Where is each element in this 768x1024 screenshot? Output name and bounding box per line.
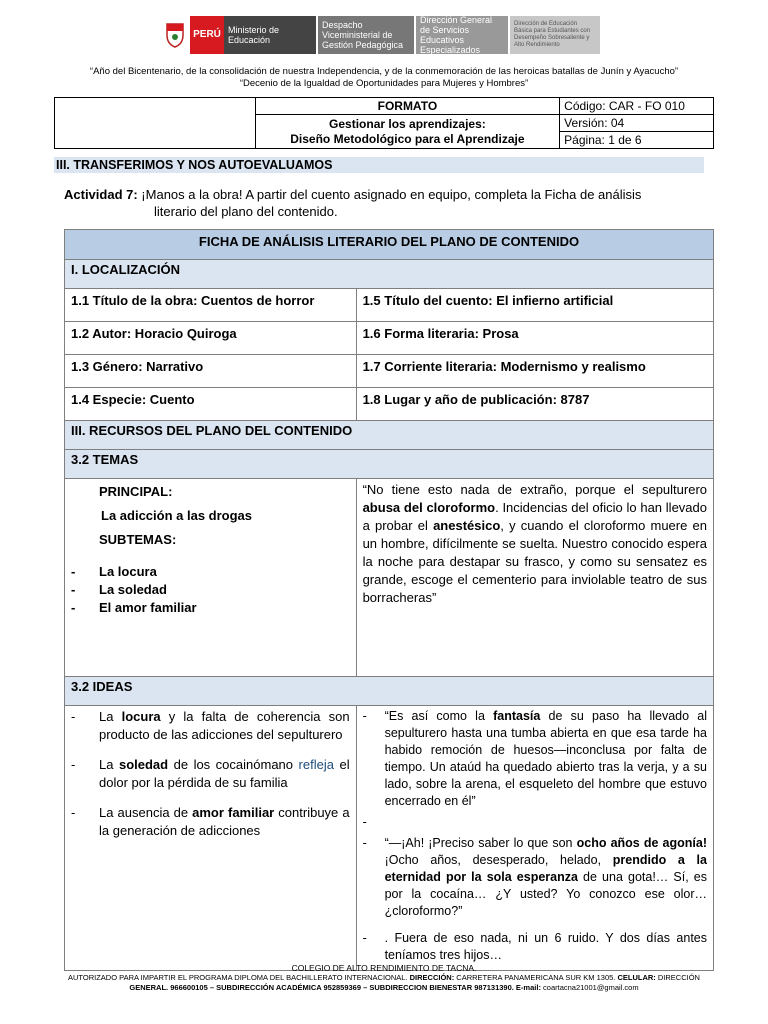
footer-school: COLEGIO DE ALTO RENDIMIENTO DE TACNA.: [291, 963, 477, 973]
formato-table: [54, 97, 714, 149]
ficha-title: FICHA DE ANÁLISIS LITERARIO DEL PLANO DE CONTENIDO: [65, 230, 714, 260]
formato-version: Versión: 04: [560, 115, 714, 132]
actividad-text2: literario del plano del contenido.: [154, 204, 338, 219]
temas-quote: “No tiene esto nada de extraño, porque el sepulturero abusa del cloroformo. Incidencias del oficio lo han llevado a probar el anestésico, y cuando el cloroformo muere en un hombre, difícilmente se suelta. Nuestro conocido espera la noche para destapar su frasco, y como su sensatez es grande, escoge el cementerio para inviolable teatro de sus borracheras”: [356, 479, 713, 677]
list-item: - El amor familiar: [71, 600, 197, 615]
lugar-anio: 1.8 Lugar y año de publicación: 8787: [356, 388, 713, 421]
especie: 1.4 Especie: Cuento: [65, 388, 357, 421]
localizacion-heading: I. LOCALIZACIÓN: [65, 260, 714, 289]
footer: [0, 963, 768, 993]
year-line-1: “Año del Bicentenario, de la consolidación de nuestra Independencia, y de la conmemoración de las heroicas batallas de Junín y Ayacucho”: [89, 66, 679, 77]
list-item: - La soledad de los cocainómano refleja el dolor por la pérdida de su familia: [71, 757, 350, 790]
titulo-obra: 1.1 Título de la obra: Cuentos de horror: [65, 289, 357, 322]
subtemas-list: [71, 563, 350, 617]
autor: 1.2 Autor: Horacio Quiroga: [65, 322, 357, 355]
list-item: -: [362, 815, 367, 829]
titulo-cuento: 1.5 Título del cuento: El infierno artificial: [356, 289, 713, 322]
formato-empty-cell: [55, 98, 256, 149]
actividad-label: Actividad 7:: [64, 187, 138, 202]
formato-line1: Gestionar los aprendizajes:: [329, 116, 486, 131]
formato-line2: Diseño Metodológico para el Aprendizaje: [290, 131, 525, 146]
year-motto: [0, 66, 768, 90]
ideas-left-cell: [65, 706, 357, 971]
list-item: - “Es así como la fantasía de su paso ha llevado al sepulturero hasta una tumba abierta en que esa tarde ha habido remoción de huesos—inconclusa por falta de tiempo. Un ataúd ha quedado abierto tras la verja, y a su lado, sobre la arena, el esqueleto del hombre que estuvo encerrado en él”: [362, 709, 707, 808]
formato-pagina: Página: 1 de 6: [560, 132, 714, 149]
subtemas-label: SUBTEMAS:: [99, 532, 177, 547]
recursos-heading: III. RECURSOS DEL PLANO DEL CONTENIDO: [65, 421, 714, 450]
forma-literaria: 1.6 Forma literaria: Prosa: [356, 322, 713, 355]
formato-title: FORMATO: [255, 98, 560, 115]
principal-label: PRINCIPAL:: [99, 484, 173, 499]
peru-label: PERÚ: [190, 16, 224, 54]
list-item: - La ausencia de amor familiar contribuye a la generación de adicciones: [71, 805, 350, 838]
footer-line2: AUTORIZADO PARA IMPARTIR EL PROGRAMA DIPLOMA DEL BACHILLERATO INTERNACIONAL. DIRECCIÓN: CARRETERA PANAMERICANA SUR KM 1305. CELULAR: DIRECCIÓN: [68, 973, 700, 982]
corriente-literaria: 1.7 Corriente literaria: Modernismo y realismo: [356, 355, 713, 388]
actividad: [64, 186, 714, 220]
year-line-2: “Decenio de la Igualdad de Oportunidades para Mujeres y Hombres”: [239, 78, 529, 89]
ficha-table: [64, 229, 714, 971]
list-item: - La soledad: [71, 582, 167, 597]
ideas-right-cell: [356, 706, 713, 971]
principal-value: La adicción a las drogas: [101, 508, 252, 523]
list-item: - La locura: [71, 564, 157, 579]
ministerio-label: Ministerio de Educación: [224, 16, 316, 54]
footer-line3: GENERAL. 966600105 – SUBDIRECCIÓN ACADÉMICA 952859369 – SUBDIRECCION BIENESTAR 987131390. E-mail: coartacna21001@gmail.com: [129, 983, 639, 992]
formato-subtitle: [255, 115, 560, 149]
despacho-label: Despacho Viceministerial de Gestión Pedagógica: [318, 16, 414, 54]
direccion-educacion-label: Dirección de Educación Básica para Estudiantes con Desempeño Sobresaliente y Alto Rendimiento: [510, 16, 600, 54]
formato-codigo: Código: CAR - FO 010: [560, 98, 714, 115]
direccion-general-label: Dirección General de Servicios Educativos Especializados: [416, 16, 508, 54]
genero: 1.3 Género: Narrativo: [65, 355, 357, 388]
coat-of-arms-icon: [160, 16, 190, 54]
list-item: - . Fuera de eso nada, ni un 6 ruido. Y dos días antes teníamos tres hijos…: [362, 931, 707, 962]
ideas-heading: 3.2 IDEAS: [65, 677, 714, 706]
ministry-logo-bar: [160, 16, 600, 54]
section-title: III. TRANSFERIMOS Y NOS AUTOEVALUAMOS: [54, 157, 704, 173]
list-item: - “—¡Ah! ¡Preciso saber lo que son ocho años de agonía! ¡Ocho años, desesperado, helado, prendido a la eternidad por la sola esperanza de una gota!… Sí, es por la cocaína… ¿Y usted? Yo conozco ese olor… ¿cloroformo?”: [362, 836, 707, 918]
temas-cell: [65, 479, 357, 677]
temas-heading: 3.2 TEMAS: [65, 450, 714, 479]
list-item: - La locura y la falta de coherencia son producto de las adicciones del sepulturero: [71, 709, 350, 742]
actividad-text1: ¡Manos a la obra! A partir del cuento asignado en equipo, completa la Ficha de análisis: [137, 187, 642, 202]
